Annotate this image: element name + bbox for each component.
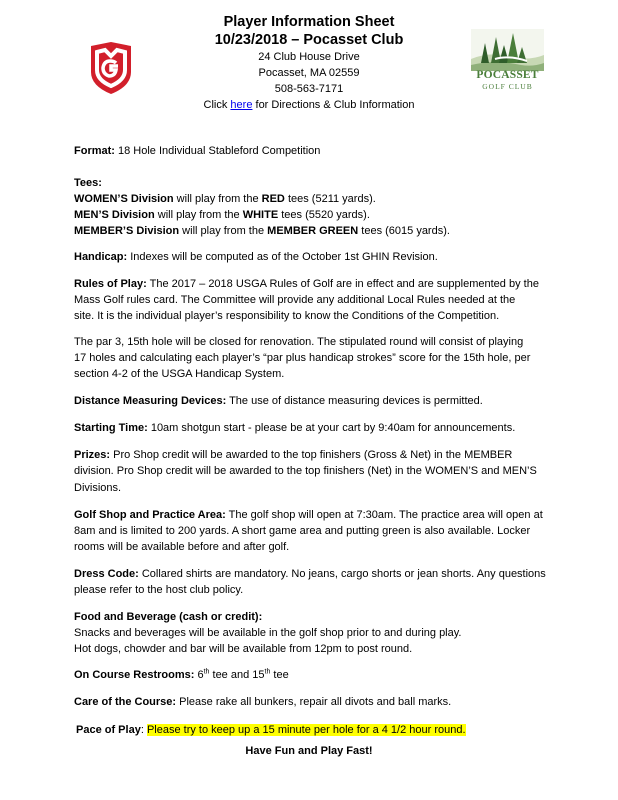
dress-line-2: please refer to the host club policy.: [74, 583, 244, 596]
pace-section: Pace of Play: Please try to keep up a 15 minute per hole for a 4 1/2 hour round.: [76, 723, 466, 736]
distance-section: Distance Measuring Devices: The use of distance measuring devices is permitted.: [74, 395, 483, 408]
par3-line-1: The par 3, 15th hole will be closed for renovation. The stipulated round will consist of playing: [74, 335, 524, 348]
address-line-2: Pocasset, MA 02559: [258, 67, 360, 79]
prizes-line-1: Prizes: Pro Shop credit will be awarded to the top finishers (Gross & Net) in the MEMBER: [74, 449, 513, 462]
closing-line: Have Fun and Play Fast!: [245, 745, 373, 757]
phone: 508-563-7171: [274, 83, 344, 95]
logo-name: POCASSET: [476, 69, 539, 81]
page-title: Player Information Sheet: [223, 14, 395, 30]
par3-line-3: section 4-2 of the USGA Handicap System.: [74, 368, 285, 381]
page-subtitle: 10/23/2018 – Pocasset Club: [214, 32, 404, 48]
par3-line-2: 17 holes and calculating each player’s “par plus handicap strokes” score for the 15th hole, per: [74, 351, 531, 364]
restrooms-section: On Course Restrooms: 6th tee and 15th tee: [74, 668, 289, 682]
shop-line-3: rooms will be available before and after golf.: [74, 540, 290, 553]
rules-line-3: site. It is the individual player’s responsibility to know the Conditions of the Competition.: [74, 309, 500, 322]
header: [0, 13, 618, 113]
prizes-line-3: Divisions.: [74, 481, 122, 494]
handicap-section: Handicap: Indexes will be computed as of the October 1st GHIN Revision.: [74, 251, 438, 264]
shop-line-2: 8am and is limited to 200 yards. A short game area and putting green is also available. Locker: [74, 524, 531, 537]
logo-subtitle: GOLF CLUB: [482, 82, 533, 91]
food-line-2: Hot dogs, chowder and bar will be available from 12pm to post round.: [74, 643, 413, 656]
tees-member: MEMBER’S Division will play from the MEMBER GREEN tees (6015 yards).: [74, 225, 450, 238]
format-section: Format: 18 Hole Individual Stableford Competition: [74, 145, 321, 157]
food-line-1: Snacks and beverages will be available in the golf shop prior to and during play.: [74, 627, 462, 640]
shop-line-1: Golf Shop and Practice Area: The golf shop will open at 7:30am. The practice area will open at: [74, 508, 543, 521]
tees-men: MEN’S Division will play from the WHITE tees (5520 yards).: [74, 209, 370, 222]
address-line-1: 24 Club House Drive: [258, 51, 360, 63]
starting-section: Starting Time: 10am shotgun start - please be at your cart by 9:40am for announcements.: [74, 422, 516, 435]
rules-line-1: Rules of Play: The 2017 – 2018 USGA Rules of Golf are in effect and are supplemented by the: [74, 277, 539, 290]
tees-women: WOMEN’S Division will play from the RED tees (5211 yards).: [74, 193, 376, 206]
tees-heading: Tees:: [74, 177, 102, 190]
directions-line: Click here for Directions & Club Information: [203, 99, 415, 111]
care-section: Care of the Course: Please rake all bunkers, repair all divots and ball marks.: [74, 696, 452, 709]
food-heading: Food and Beverage (cash or credit):: [74, 611, 263, 624]
dress-line-1: Dress Code: Collared shirts are mandatory. No jeans, cargo shorts or jean shorts. Any questions: [74, 567, 546, 580]
pace-highlight: Please try to keep up a 15 minute per hole for a 4 1/2 hour round.: [146, 723, 466, 736]
rules-line-2: Mass Golf rules card. The Committee will provide any additional Local Rules needed at the: [74, 293, 516, 306]
prizes-line-2: division. Pro Shop credit will be awarded to the top finishers (Net) in the WOMEN’S and MEN’S: [74, 465, 537, 478]
directions-link[interactable]: here: [230, 99, 253, 111]
content: [74, 143, 554, 738]
